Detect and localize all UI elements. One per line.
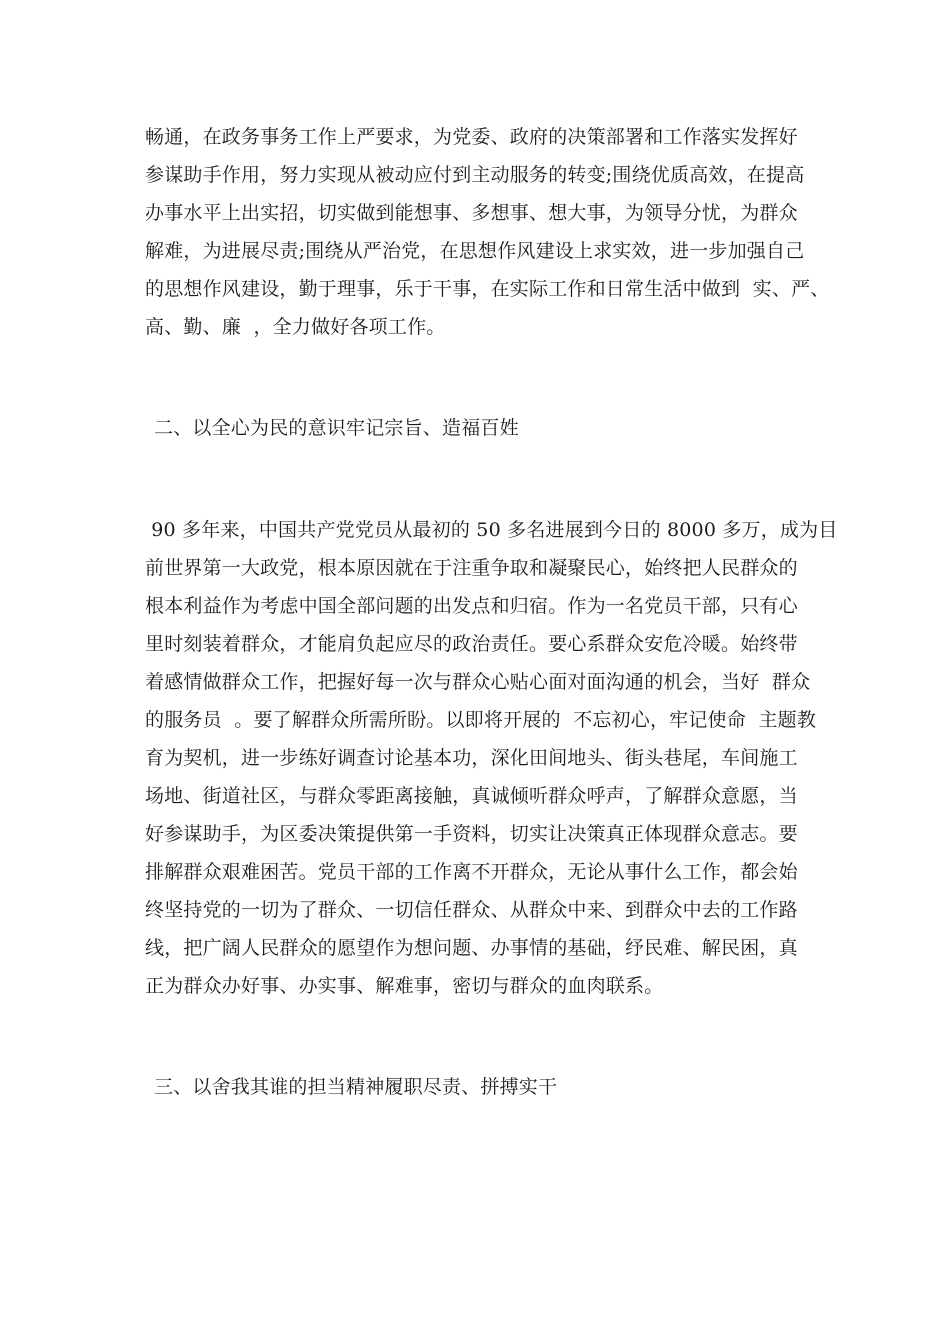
paragraph-2-line-8: 场地、街道社区，与群众零距离接触，真诚倾听群众呼声，了解群众意愿，当 — [145, 785, 798, 807]
section-heading-3: 三、以舍我其谁的担当精神履职尽责、拼搏实干 — [154, 1076, 558, 1098]
paragraph-1-line-1: 畅通，在政务事务工作上严要求，为党委、政府的决策部署和工作落实发挥好 — [145, 126, 798, 148]
paragraph-1-line-3: 办事水平上出实招，切实做到能想事、多想事、想大事，为领导分忧，为群众 — [145, 202, 798, 224]
paragraph-1-line-5: 的思想作风建设，勤于理事，乐于干事，在实际工作和日常生活中做到 实、严、 — [145, 278, 830, 300]
paragraph-2-line-5: 着感情做群众工作，把握好每一次与群众心贴心面对面沟通的机会，当好 群众 — [145, 671, 811, 693]
paragraph-1-line-2: 参谋助手作用，努力实现从被动应付到主动服务的转变;围绕优质高效，在提高 — [145, 164, 805, 186]
paragraph-2-line-3: 根本利益作为考虑中国全部问题的出发点和归宿。作为一名党员干部，只有心 — [145, 595, 798, 617]
section-heading-2: 二、以全心为民的意识牢记宗旨、造福百姓 — [154, 417, 519, 439]
paragraph-1-line-6: 高、勤、廉 ，全力做好各项工作。 — [145, 316, 446, 338]
paragraph-2-line-10: 排解群众艰难困苦。党员干部的工作离不开群众，无论从事什么工作，都会始 — [145, 861, 798, 883]
paragraph-2-line-13: 正为群众办好事、办实事、解难事，密切与群众的血肉联系。 — [145, 975, 664, 997]
paragraph-1-line-4: 解难，为进展尽责;围绕从严治党，在思想作风建设上求实效，进一步加强自己 — [145, 240, 805, 262]
paragraph-2-line-2: 前世界第一大政党，根本原因就在于注重争取和凝聚民心，始终把人民群众的 — [145, 557, 798, 579]
paragraph-2-line-12: 线，把广阔人民群众的愿望作为想问题、办事情的基础，纾民难、解民困，真 — [145, 937, 798, 959]
paragraph-2-line-7: 育为契机，进一步练好调查讨论基本功，深化田间地头、街头巷尾，车间施工 — [145, 747, 798, 769]
paragraph-2-line-6: 的服务员 。要了解群众所需所盼。以即将开展的 不忘初心，牢记使命 主题教 — [145, 709, 817, 731]
paragraph-2-line-4: 里时刻装着群众，才能肩负起应尽的政治责任。要心系群众安危冷暖。始终带 — [145, 633, 798, 655]
paragraph-2-line-1: 90 多年来，中国共产党党员从最初的 50 多名进展到今日的 8000 多万，成为目 — [145, 519, 838, 541]
paragraph-2-line-9: 好参谋助手，为区委决策提供第一手资料，切实让决策真正体现群众意志。要 — [145, 823, 798, 845]
paragraph-2-line-11: 终坚持党的一切为了群众、一切信任群众、从群众中来、到群众中去的工作路 — [145, 899, 798, 921]
